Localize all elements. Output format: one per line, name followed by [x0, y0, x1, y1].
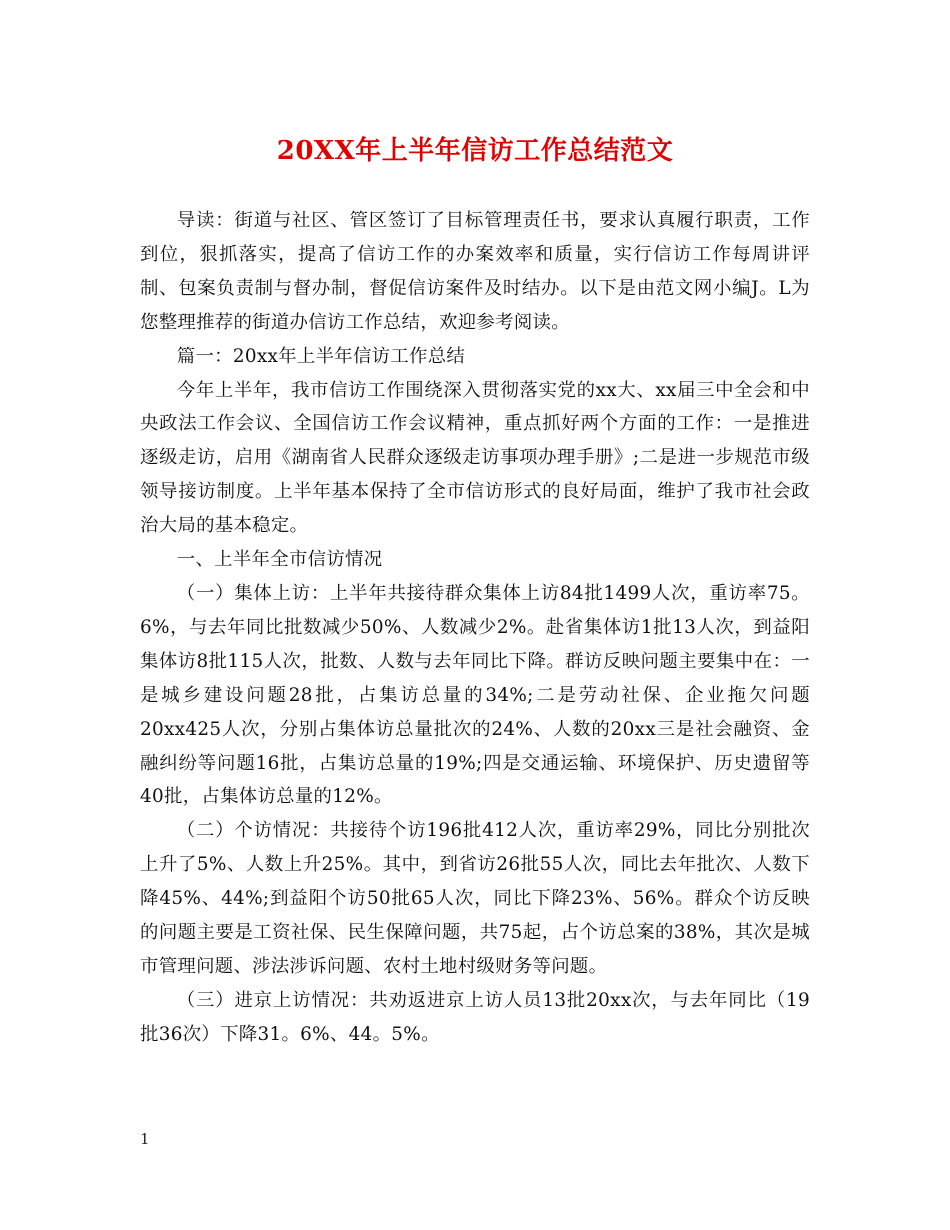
- page-number: 1: [140, 1130, 150, 1148]
- paragraph-overview: 今年上半年，我市信访工作围绕深入贯彻落实党的xx大、xx届三中全会和中央政法工作会议、全国信访工作会议精神，重点抓好两个方面的工作：一是推进逐级走访，启用《湖南省人民群众逐级走访事项办理手册》;二是进一步规范市级领导接访制度。上半年基本保持了全市信访形式的良好局面，维护了我市社会政治大局的基本稳定。: [140, 379, 810, 537]
- paragraph-intro: 导读：街道与社区、管区签订了目标管理责任书，要求认真履行职责，工作到位，狠抓落实，提高了信访工作的办案效率和质量，实行信访工作每周讲评制、包案负责制与督办制，督促信访案件及时结办。以下是由范文网小编J。L为您整理推荐的街道办信访工作总结，欢迎参考阅读。: [140, 210, 810, 333]
- paragraph-individual-visits: （二）个访情况：共接待个访196批412人次，重访率29%，同比分别批次上升了5%、人数上升25%。其中，到省访26批55人次，同比去年批次、人数下降45%、44%;到益阳个访50批65人次，同比下降23%、56%。群众个访反映的问题主要是工资社保、民生保障问题，共75起，占个访总案的38%，其次是城市管理问题、涉法涉诉问题、农村土地村级财务等问题。: [140, 820, 810, 977]
- document-title: 20XX年上半年信访工作总结范文: [276, 136, 674, 166]
- paragraph-subheading: 一、上半年全市信访情况: [176, 549, 383, 571]
- paragraph-section-heading: 篇一：20xx年上半年信访工作总结: [176, 345, 466, 367]
- document-body: [140, 204, 810, 1052]
- paragraph-collective-visits: （一）集体上访：上半年共接待群众集体上访84批1499人次，重访率75。6%，与去年同比批数减少50%、人数减少2%。赴省集体访1批13人次，到益阳集体访8批115人次，批数、人数与去年同比下降。群访反映问题主要集中在：一是城乡建设问题28批，占集访总量的34%;二是劳动社保、企业拖欠问题20xx425人次，分别占集体访总量批次的24%、人数的20xx三是社会融资、金融纠纷等问题16批，占集访总量的19%;四是交通运输、环境保护、历史遗留等40批，占集体访总量的12%。: [140, 582, 810, 808]
- paragraph-beijing-visits: （三）进京上访情况：共劝返进京上访人员13批20xx次，与去年同比（19批36次）下降31。6%、44。5%。: [140, 989, 810, 1045]
